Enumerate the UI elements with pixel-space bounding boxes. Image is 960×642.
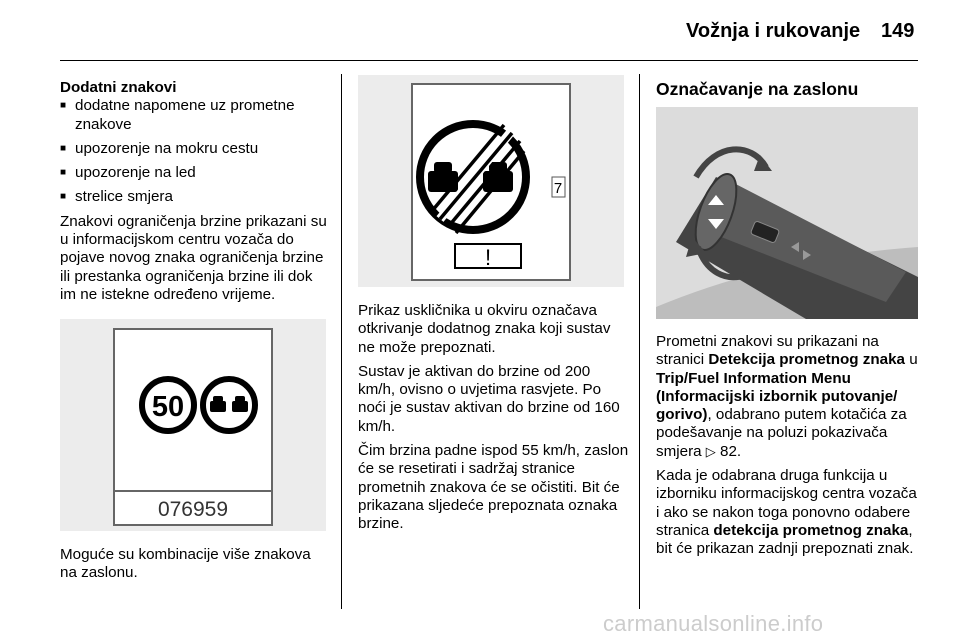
- figure-speed-display: [60, 319, 326, 531]
- display-frame: [114, 329, 272, 525]
- column-1: [60, 79, 330, 310]
- column-2: [358, 302, 630, 540]
- column-divider-1: [341, 74, 342, 609]
- watermark: carmanualsonline.info: [603, 611, 824, 636]
- figure-indicator-stalk: [656, 107, 918, 319]
- paragraph: Sustav je aktivan do brzine od 200 km/h, ovisno o uvjetima rasvjete. Po noći je sustav aktivan do brzine od 160 km/h.: [358, 362, 620, 435]
- paragraph: Prometni znakovi su prikazani na stranici Detekcija prometnog znaka u Trip/Fuel Information Menu (Informacijski izbornik putovanje/ gorivo), odabrano putem kotačića za podešavanje na poluzi pokazivača smjera ▷ 82.: [656, 333, 918, 460]
- paragraph: Znakovi ograničenja brzine prikazani su u informacijskom centru vozača do pojave novog znaka ograničenja brzine ili prestanka ograničenja brzine ili dok im ne istekne određeno vrijeme.: [60, 212, 327, 303]
- speed-value: 50: [151, 391, 185, 423]
- subheading: Dodatni znakovi: [60, 79, 177, 96]
- sign-code: 076959: [157, 498, 229, 521]
- section-title: Označavanje na zaslonu: [656, 79, 859, 99]
- paragraph: Prikaz uskličnika u okviru označava otkrivanje dodatnog znaka koji sustav ne može prepoznati.: [358, 302, 611, 356]
- bullet-list: [60, 97, 330, 206]
- paragraph: Kada je odabrana druga funkcija u izborniku informacijskog centra vozača i ako se nakon toga ponovno odabere stranica detekcija prometnog znaka, bit će prikazan zadnji prepoznati znak.: [656, 467, 917, 558]
- figure-caption: Moguće su kombinacije više znakova na zaslonu.: [60, 546, 311, 582]
- page-ref-link[interactable]: 82.: [720, 442, 742, 460]
- page-number: 149: [881, 20, 915, 42]
- exclamation-mark: !: [484, 245, 492, 270]
- column-3: [656, 333, 924, 565]
- figure-end-of-restriction: [358, 75, 624, 287]
- list-item: ■ dodatne napomene uz prometne znakove: [60, 97, 330, 134]
- page-ref-icon: ▷: [705, 443, 716, 459]
- no-overtaking-sign: [203, 379, 255, 431]
- header-divider: [60, 60, 918, 61]
- paragraph: Čim brzina padne ispod 55 km/h, zaslon će se resetirati i sadržaj stranice prometnih znakova će se očistiti. Bit će prikazana sljedeće prepoznata oznaka brzine.: [358, 442, 629, 533]
- side-value: 7: [553, 180, 563, 197]
- end-no-overtaking-sign: [420, 124, 526, 233]
- chapter-title: Vožnja i rukovanje: [686, 20, 861, 42]
- column-divider-2: [639, 74, 640, 609]
- list-item: ■ strelice smjera: [60, 188, 330, 206]
- figure-caption-block: [60, 546, 330, 589]
- list-item: ■ upozorenje na led: [60, 164, 330, 182]
- list-item: ■ upozorenje na mokru cestu: [60, 140, 330, 158]
